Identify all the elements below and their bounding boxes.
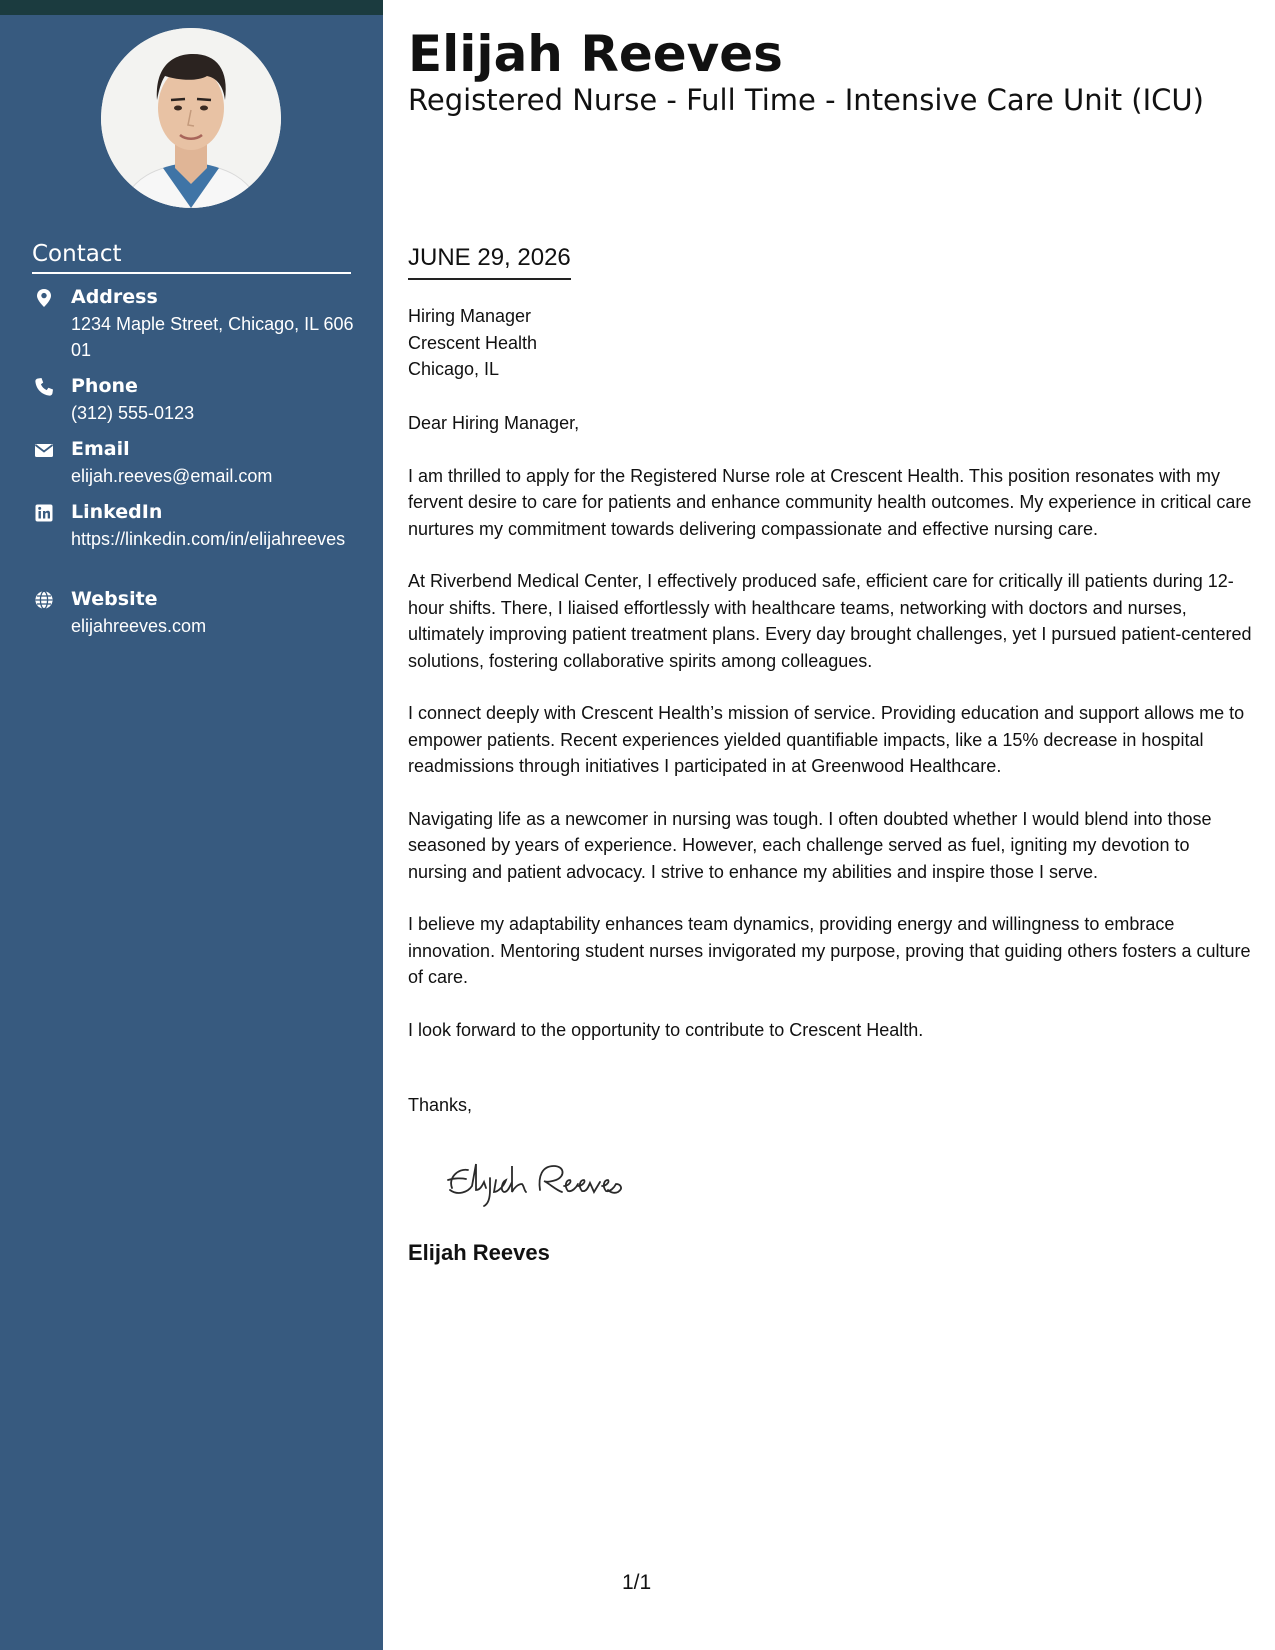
recipient-line: Hiring Manager [408, 306, 532, 326]
location-pin-icon [34, 288, 54, 308]
recipient-line: Chicago, IL [408, 359, 500, 379]
letter-date: JUNE 29, 2026 [408, 244, 571, 280]
avatar-photo [101, 28, 281, 208]
contact-label: Website [71, 588, 158, 610]
body-paragraph: At Riverbend Medical Center, I effectively produced safe, efficient care for critically ill patients during 12-hour shifts. There, I liaised effortlessly with healthcare teams, networking with doctors and nurses, ultimately improving patient treatment plans. Every day brought challenges, yet I pursued patient-centered solutions, fostering collaborative spirits among colleagues. [408, 571, 1252, 671]
body-paragraph: I am thrilled to apply for the Registered Nurse role at Crescent Health. This position resonates with my fervent desire to care for patients and enhance community health outcomes. My experience in critical care nurtures my commitment towards delivering compassionate and effective nursing care. [408, 465, 1252, 539]
body-paragraph: I believe my adaptability enhances team dynamics, providing energy and willingness to embrace innovation. Mentoring student nurses invigorated my purpose, proving that guiding others fosters a culture of care. [408, 914, 1251, 987]
linkedin-icon [34, 503, 54, 523]
contact-value: 1234 Maple Street, Chicago, IL 60601 [71, 314, 354, 360]
letter-body [408, 410, 1253, 1069]
contact-phone [32, 375, 352, 425]
avatar [101, 28, 281, 208]
signer-name: Elijah Reeves [408, 1240, 550, 1265]
contact-label: Address [71, 286, 158, 308]
contact-heading: Contact [32, 241, 351, 274]
envelope-icon [34, 440, 54, 460]
recipient-line: Crescent Health [408, 332, 538, 353]
contact-website [32, 588, 352, 638]
globe-icon [34, 590, 54, 610]
contact-value[interactable]: https://linkedin.com/in/elijahreeves [71, 529, 346, 549]
contact-label: Phone [71, 375, 138, 397]
closing: Thanks, [408, 1095, 473, 1115]
contact-value: elijah.reeves@email.com [71, 466, 273, 486]
sidebar-top-bar [0, 0, 383, 15]
page-indicator: 1/1 [622, 1571, 652, 1594]
contact-value: (312) 555-0123 [71, 403, 195, 423]
signature [438, 1150, 648, 1210]
salutation: Dear Hiring Manager, [408, 413, 580, 433]
recipient-block [408, 303, 537, 383]
contact-email [32, 438, 352, 488]
contact-label: LinkedIn [71, 501, 163, 523]
sidebar [0, 0, 383, 1650]
body-paragraph: I look forward to the opportunity to contribute to Crescent Health. [408, 1019, 924, 1040]
job-title: Registered Nurse - Full Time - Intensive Care Unit (ICU) [408, 83, 1204, 117]
body-paragraph: Navigating life as a newcomer in nursing was tough. I often doubted whether I would blend into those seasoned by years of experience. However, each challenge served as fuel, igniting my devotion to nursing and patient advocacy. I strive to enhance my abilities and inspire those I serve. [408, 808, 1212, 882]
phone-icon [34, 377, 54, 397]
body-paragraph: I connect deeply with Crescent Health’s mission of service. Providing education and support allows me to empower patients. Recent experiences yielded quantifiable impacts, like a 15% decrease in hospital readmissions through initiatives I participated in at Greenwood Healthcare. [408, 703, 1245, 776]
contact-address [32, 286, 354, 360]
contact-linkedin [32, 501, 352, 571]
contact-value[interactable]: elijahreeves.com [71, 616, 207, 636]
contact-label: Email [71, 438, 130, 460]
applicant-name: Elijah Reeves [408, 25, 783, 83]
